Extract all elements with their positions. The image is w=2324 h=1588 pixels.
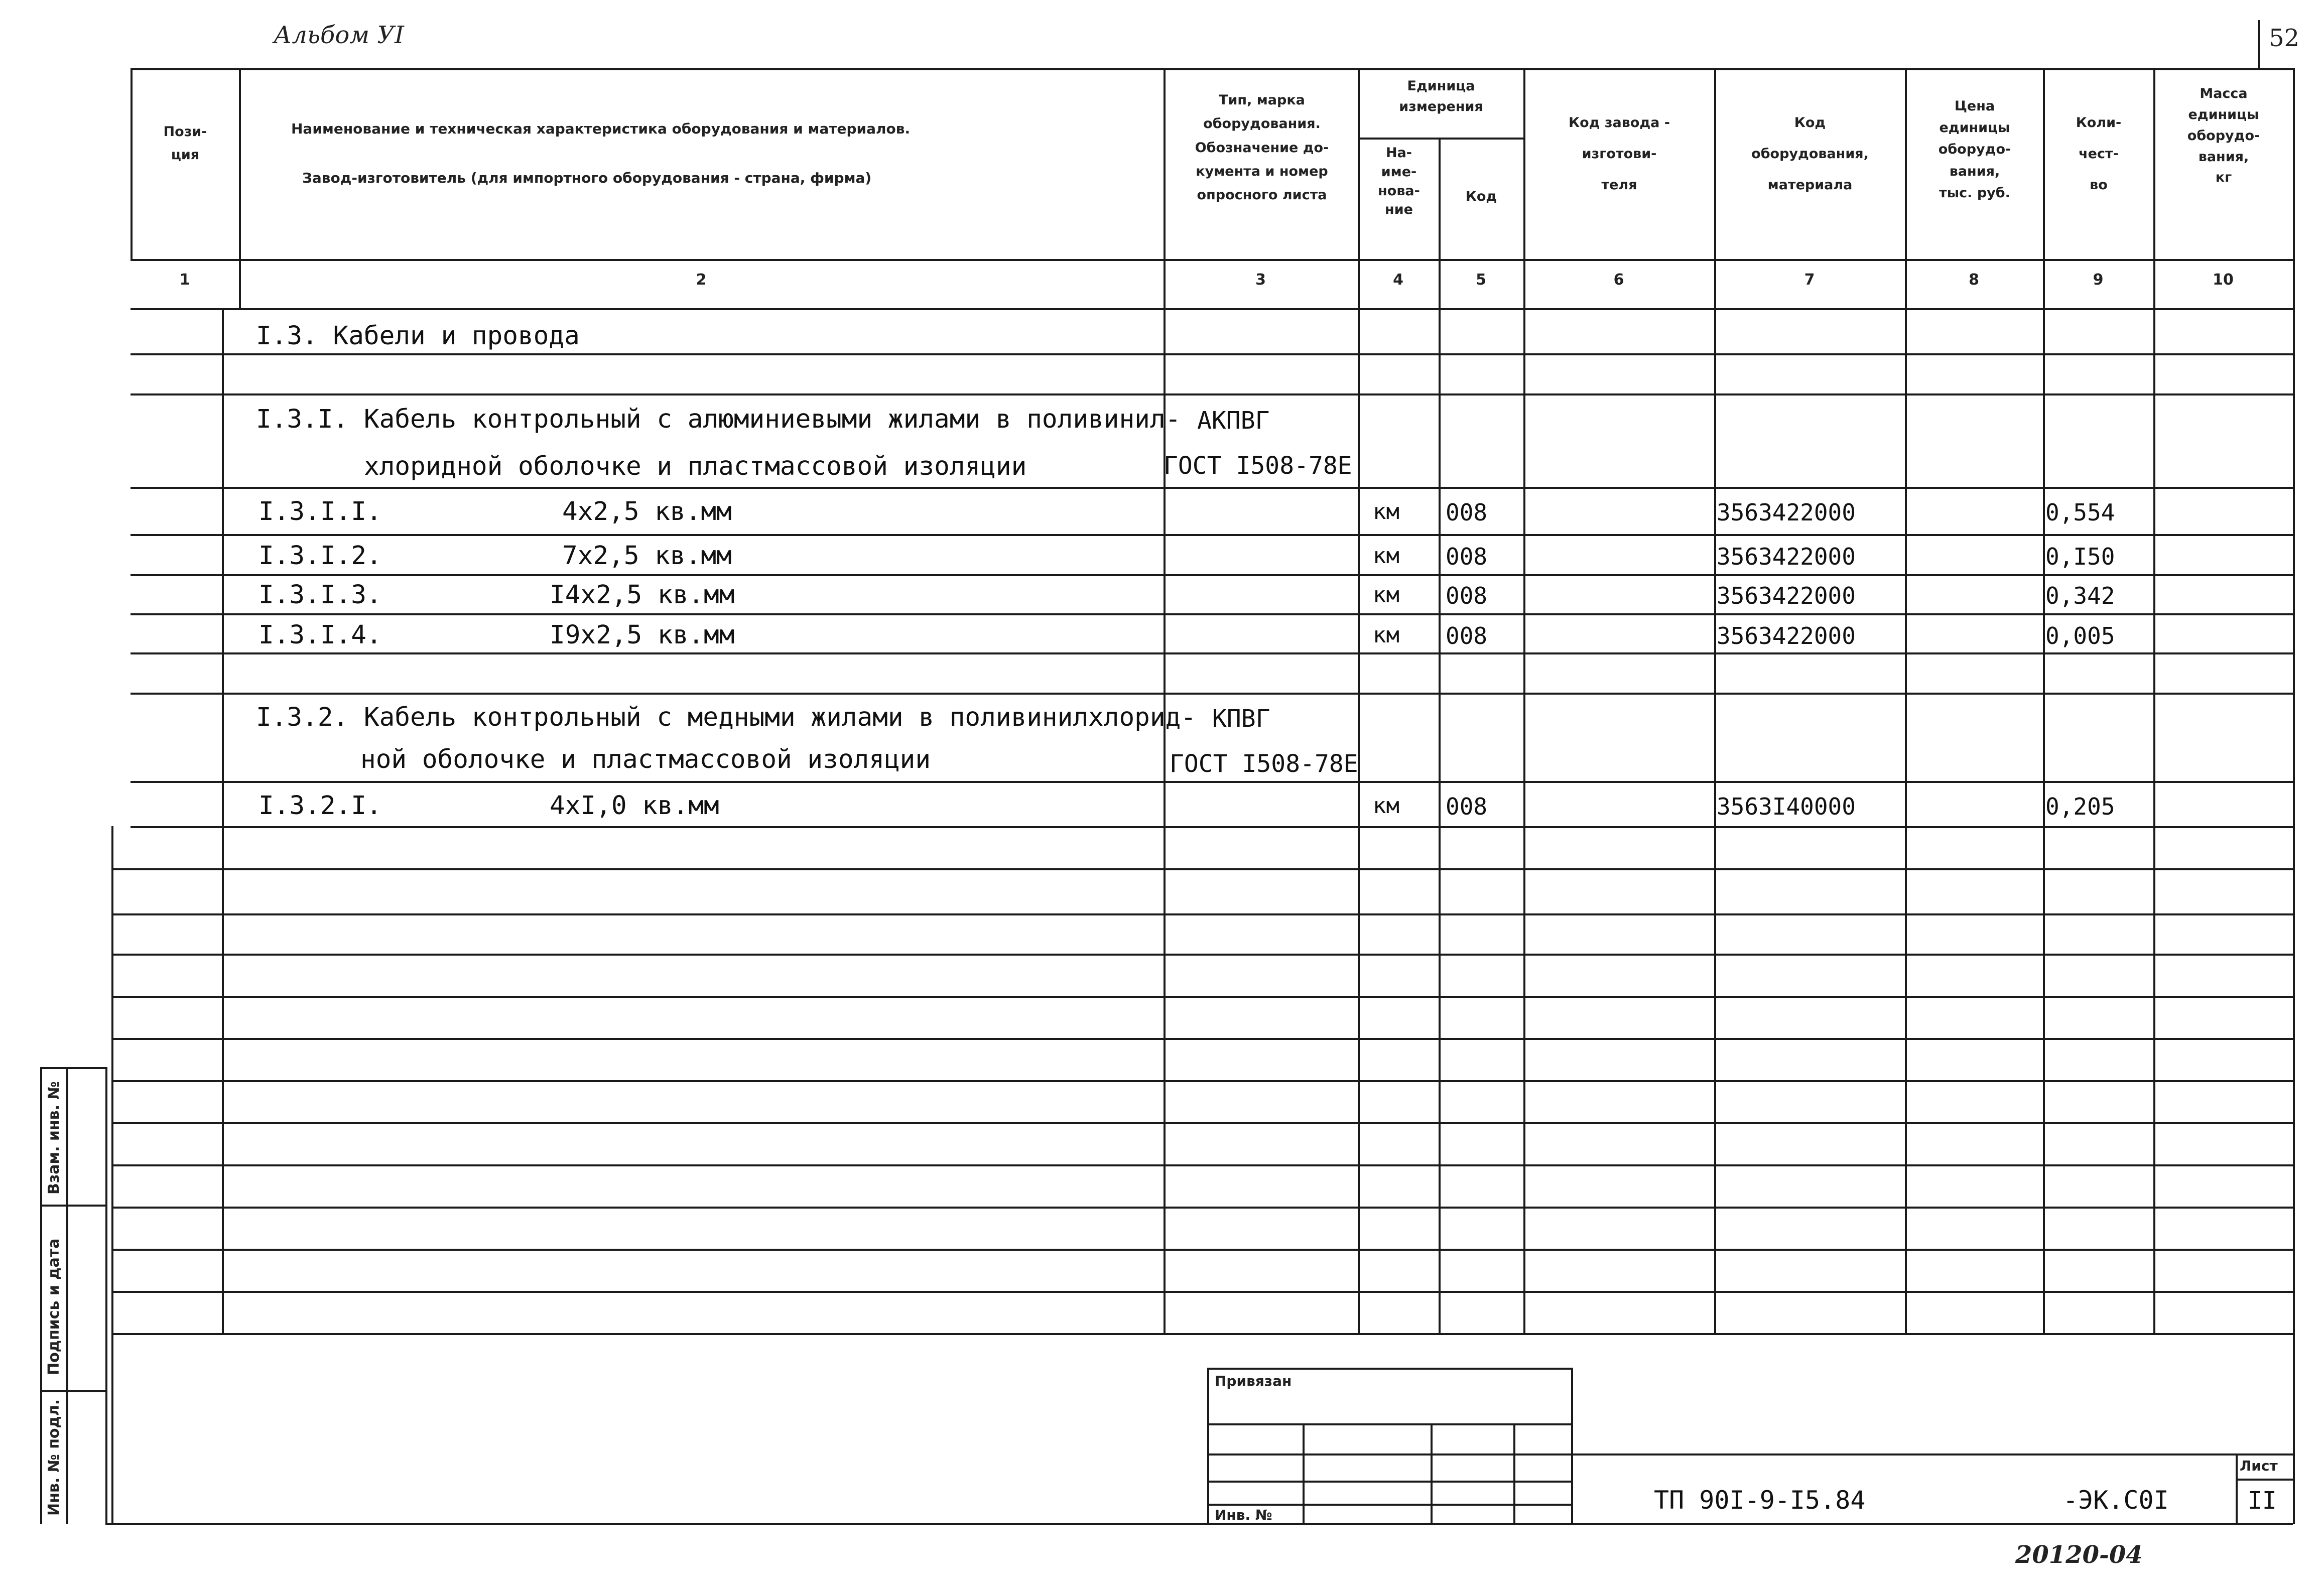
row-quantity: 0,554 bbox=[2045, 499, 2115, 526]
row-unit: км bbox=[1373, 543, 1399, 569]
page-number: 52 bbox=[2269, 24, 2300, 52]
row-unit: км bbox=[1373, 793, 1399, 819]
column-number-5: 5 bbox=[1476, 271, 1486, 289]
header-position: Пози- ция bbox=[163, 124, 207, 163]
row-material-code: 3563422000 bbox=[1717, 499, 1856, 526]
column-number-9: 9 bbox=[2093, 271, 2104, 289]
group1-title-line2: хлоридной оболочке и пластмассовой изоляции bbox=[364, 452, 1027, 481]
group2-standard: ГОСТ I508-78Е bbox=[1170, 750, 1358, 778]
header-unit-name: На- име- нова- ние bbox=[1378, 145, 1420, 218]
header-name-line1: Наименование и техническая характеристика оборудования и материалов. bbox=[291, 120, 911, 137]
row-description: I9х2,5 кв.мм bbox=[550, 620, 735, 650]
column-number-10: 10 bbox=[2213, 271, 2234, 289]
row-description: 4х2,5 кв.мм bbox=[562, 497, 732, 526]
header-mass: Масса единицы оборудо- вания, кг bbox=[2187, 86, 2260, 186]
row-quantity: 0,342 bbox=[2045, 582, 2115, 609]
column-number-6: 6 bbox=[1613, 271, 1624, 289]
header-type-mark: Тип, марка оборудования. Обозначение до- кумента и номер опросного листа bbox=[1195, 92, 1329, 203]
row-unit-code: 008 bbox=[1446, 582, 1488, 609]
row-unit-code: 008 bbox=[1446, 793, 1488, 820]
row-position: I.3.2.I. bbox=[259, 791, 382, 821]
group1-standard: ГОСТ I508-78Е bbox=[1164, 452, 1352, 480]
privyazan-label: Привязан bbox=[1215, 1373, 1292, 1389]
row-description: I4х2,5 кв.мм bbox=[550, 580, 735, 610]
row-material-code: 3563422000 bbox=[1717, 582, 1856, 609]
document-suffix: -ЭК.С0I bbox=[2063, 1486, 2169, 1515]
row-position: I.3.I.I. bbox=[259, 497, 382, 526]
row-position: I.3.I.2. bbox=[259, 541, 382, 571]
row-position: I.3.I.4. bbox=[259, 620, 382, 650]
inv-no-label: Инв. № bbox=[1215, 1507, 1272, 1523]
row-unit: км bbox=[1373, 622, 1399, 648]
row-unit: км bbox=[1373, 499, 1399, 524]
stamp-inv-replacement: Взам. инв. № bbox=[45, 1081, 63, 1195]
group2-title-line2: ной оболочке и пластмассовой изоляции bbox=[360, 745, 931, 774]
row-description: 7х2,5 кв.мм bbox=[562, 541, 732, 571]
header-price: Цена единицы оборудо- вания, тыс. руб. bbox=[1938, 98, 2011, 201]
column-number-1: 1 bbox=[179, 271, 190, 289]
sheet-number: II bbox=[2248, 1487, 2277, 1515]
header-unit: Единица измерения bbox=[1399, 78, 1483, 114]
header-quantity: Коли- чест- во bbox=[2076, 115, 2122, 193]
group2-type: КПВГ bbox=[1212, 705, 1270, 733]
document-code: ТП 90I-9-I5.84 bbox=[1654, 1486, 1866, 1515]
header-material-code: Код оборудования, материала bbox=[1751, 115, 1869, 193]
section-title: I.3. Кабели и провода bbox=[256, 321, 580, 351]
stamp-sign-date: Подпись и дата bbox=[45, 1238, 63, 1375]
row-unit-code: 008 bbox=[1446, 543, 1488, 570]
archive-number: 20120-04 bbox=[2015, 1541, 2143, 1569]
row-quantity: 0,205 bbox=[2045, 793, 2115, 820]
group2-title-line1: I.3.2. Кабель контрольный с медными жилами в поливинилхлорид- bbox=[256, 703, 1196, 732]
column-number-7: 7 bbox=[1804, 271, 1815, 289]
column-number-3: 3 bbox=[1255, 271, 1266, 289]
row-unit-code: 008 bbox=[1446, 622, 1488, 649]
row-material-code: 3563422000 bbox=[1717, 543, 1856, 570]
group1-type: АКПВГ bbox=[1197, 407, 1270, 435]
stamp-inv-original: Инв. № подл. bbox=[45, 1399, 63, 1516]
column-number-4: 4 bbox=[1393, 271, 1403, 289]
row-quantity: 0,I50 bbox=[2045, 543, 2115, 570]
album-label: Альбом УI bbox=[274, 21, 404, 49]
sheet-label: Лист bbox=[2240, 1458, 2278, 1474]
page-number-divider bbox=[2258, 20, 2260, 68]
row-material-code: 3563422000 bbox=[1717, 622, 1856, 649]
row-unit-code: 008 bbox=[1446, 499, 1488, 526]
row-description: 4хI,0 кв.мм bbox=[550, 791, 719, 821]
row-unit: км bbox=[1373, 582, 1399, 608]
header-factory-code: Код завода - изготови- теля bbox=[1569, 115, 1670, 193]
group1-title-line1: I.3.I. Кабель контрольный с алюминиевыми жилами в поливинил- bbox=[256, 405, 1181, 434]
row-material-code: 3563I40000 bbox=[1717, 793, 1856, 820]
column-number-8: 8 bbox=[1969, 271, 1979, 289]
row-quantity: 0,005 bbox=[2045, 622, 2115, 649]
column-number-2: 2 bbox=[696, 271, 707, 289]
header-unit-code: Код bbox=[1465, 189, 1497, 204]
row-position: I.3.I.3. bbox=[259, 580, 382, 610]
header-name-line2: Завод-изготовитель (для импортного оборудования - страна, фирма) bbox=[302, 170, 872, 186]
